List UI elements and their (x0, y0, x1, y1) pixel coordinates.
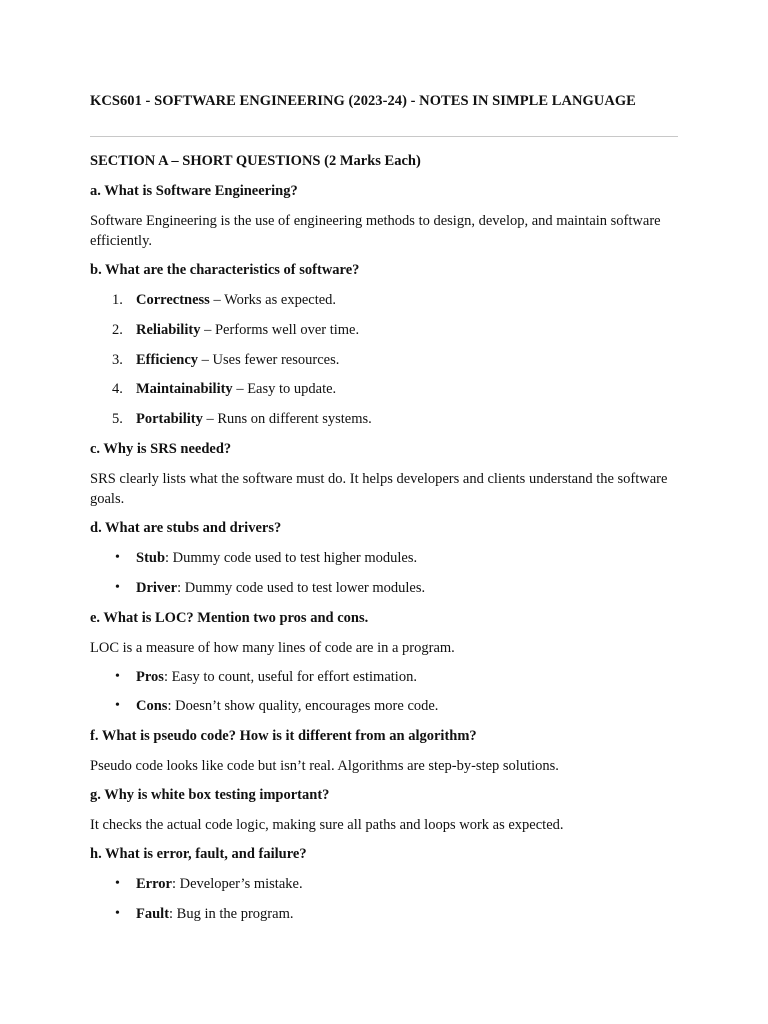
list-item (90, 379, 678, 399)
list-text: – Uses fewer resources. (198, 351, 340, 368)
list-item (90, 320, 678, 340)
list-item (90, 350, 678, 370)
list-text: : Dummy code used to test higher modules. (165, 549, 418, 566)
question-g: g. Why is white box testing important? (90, 787, 330, 804)
document-title: KCS601 - SOFTWARE ENGINEERING (2023-24) - NOTES IN SIMPLE LANGUAGE (90, 93, 636, 109)
answer-a: Software Engineering is the use of engineering methods to design, develop, and maintain software efficiently. (90, 213, 661, 249)
answer-g: It checks the actual code logic, making sure all paths and loops work as expected. (90, 817, 564, 834)
list-number: 1. (112, 292, 123, 308)
list-term: Driver (136, 579, 178, 596)
stubs-drivers-list (90, 548, 678, 598)
list-term: Pros (136, 668, 164, 685)
list-text: : Bug in the program. (169, 905, 294, 922)
question-f: f. What is pseudo code? How is it different from an algorithm? (90, 728, 477, 745)
list-item (90, 409, 678, 429)
list-term: Error (136, 876, 172, 893)
bullet: • (115, 549, 120, 565)
list-term: Correctness (136, 292, 210, 308)
bullet: • (115, 905, 120, 921)
list-text: : Easy to count, useful for effort estimation. (163, 668, 417, 685)
list-term: Stub (136, 549, 166, 566)
bullet: • (115, 668, 120, 684)
question-e: e. What is LOC? Mention two pros and cons. (90, 609, 369, 626)
answer-e: LOC is a measure of how many lines of code are in a program. (90, 639, 455, 656)
list-text: – Runs on different systems. (202, 411, 372, 428)
question-b: b. What are the characteristics of software? (90, 262, 360, 278)
list-text: – Performs well over time. (200, 321, 360, 338)
horizontal-divider (90, 136, 678, 137)
characteristics-list (90, 290, 678, 429)
answer-f: Pseudo code looks like code but isn’t real. Algorithms are step-by-step solutions. (90, 758, 559, 775)
list-item (90, 290, 678, 310)
answer-c: SRS clearly lists what the software must do. It helps developers and clients understand the software goals. (90, 470, 668, 507)
list-term: Efficiency (136, 351, 199, 368)
bullet: • (115, 876, 120, 892)
list-term: Fault (136, 905, 170, 922)
list-text: : Dummy code used to test lower modules. (177, 579, 426, 596)
question-a: a. What is Software Engineering? (90, 183, 298, 199)
list-item (90, 904, 678, 924)
list-text: : Developer’s mistake. (171, 876, 303, 893)
list-number: 3. (112, 351, 123, 368)
question-d: d. What are stubs and drivers? (90, 519, 282, 536)
question-h: h. What is error, fault, and failure? (90, 846, 307, 863)
list-term: Reliability (136, 321, 201, 338)
list-item (90, 578, 678, 598)
question-c: c. Why is SRS needed? (90, 440, 232, 457)
bullet: • (115, 698, 120, 714)
list-text: – Easy to update. (232, 381, 337, 398)
error-fault-list (90, 874, 678, 924)
list-item (90, 696, 678, 716)
list-term: Portability (136, 411, 203, 428)
list-number: 4. (112, 381, 123, 398)
list-text: – Works as expected. (209, 292, 337, 308)
section-heading: SECTION A – SHORT QUESTIONS (2 Marks Each) (90, 153, 421, 169)
list-term: Cons (136, 698, 168, 715)
list-number: 5. (112, 411, 123, 428)
list-item (90, 548, 678, 568)
list-number: 2. (112, 321, 123, 338)
list-text: : Doesn’t show quality, encourages more code. (167, 698, 439, 715)
list-term: Maintainability (136, 381, 233, 398)
list-item (90, 874, 678, 894)
list-item (90, 667, 678, 687)
bullet: • (115, 579, 120, 595)
loc-pros-cons-list (90, 667, 678, 717)
